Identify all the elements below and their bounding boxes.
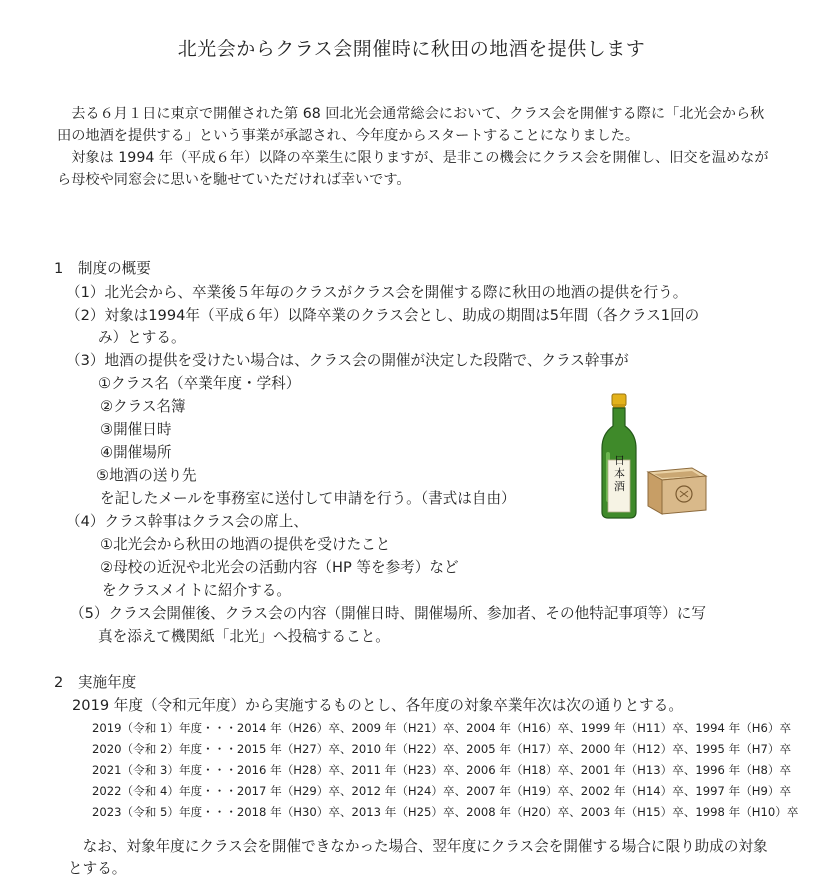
intro-paragraph-1: 去る６月１日に東京で開催された第 68 回北光会通常総会において、クラス会を開催する際に「北光会から秋田の地酒を提供する」という事業が承認され、今年度からスタートすることになりました。	[57, 106, 765, 144]
closing-paragraph: なお、対象年度にクラス会を開催できなかった場合、翌年度にクラス会を開催する場合に限り助成の対象とする。	[68, 838, 768, 877]
section1-item-2-line1: （2）対象は1994年（平成６年）以降卒業のクラス会とし、助成の期間は5年間（各クラス1回の	[66, 307, 700, 324]
section1-item-4-tail: をクラスメイトに紹介する。	[102, 582, 291, 599]
section1-item-4-sub-2: ②母校の近況や北光会の活動内容（HP 等を参考）など	[100, 559, 459, 576]
section1-item-5-line2: 真を添えて機関紙「北光」へ投稿すること。	[98, 628, 390, 645]
section1-item-5-line1: （5）クラス会開催後、クラス会の内容（開催日時、開催場所、参加者、その他特記事項等）に写	[70, 605, 706, 622]
schedule-row: 2021（令和 3）年度・・・2016 年（H28）卒、2011 年（H23）卒、2006 年（H18）卒、2001 年（H13）卒、1996 年（H8）卒	[92, 763, 792, 777]
section1-item-3-sub-5: ⑤地酒の送り先	[96, 467, 197, 484]
section1-item-3-sub-4: ④開催場所	[100, 444, 172, 461]
section1-item-3-tail: を記したメールを事務室に送付して申請を行う。（書式は自由）	[100, 490, 516, 507]
schedule-row: 2019（令和 1）年度・・・2014 年（H26）卒、2009 年（H21）卒、2004 年（H16）卒、1999 年（H11）卒、1994 年（H6）卒	[92, 721, 792, 735]
section1-item-2-line2: み）とする。	[98, 329, 186, 346]
schedule-row: 2022（令和 4）年度・・・2017 年（H29）卒、2012 年（H24）卒、2007 年（H19）卒、2002 年（H14）卒、1997 年（H9）卒	[92, 784, 792, 798]
intro-paragraph-2: 対象は 1994 年（平成６年）以降の卒業生に限りますが、是非この機会にクラス会を開催し、旧交を温めながら母校や同窓会に思いを馳せていただければ幸いです。	[57, 150, 769, 188]
section1-item-4: （4）クラス幹事はクラス会の席上、	[66, 513, 308, 530]
section1-heading: 1 制度の概要	[54, 260, 151, 277]
section1-item-3-sub-2: ②クラス名簿	[100, 398, 186, 415]
section2-heading: 2 実施年度	[54, 674, 137, 691]
closing-note	[68, 836, 768, 880]
schedule-row: 2020（令和 2）年度・・・2015 年（H27）卒、2010 年（H22）卒、2005 年（H17）卒、2000 年（H12）卒、1995 年（H7）卒	[92, 742, 792, 756]
section1-item-3: （3）地酒の提供を受けたい場合は、クラス会の開催が決定した段階で、クラス幹事が	[66, 352, 629, 369]
sake-bottle-and-masu-icon	[596, 390, 726, 522]
section2-lead: 2019 年度（令和元年度）から実施するものとし、各年度の対象卒業年次は次の通りとする。	[72, 697, 683, 714]
section1-item-3-sub-3: ③開催日時	[100, 421, 172, 438]
intro	[57, 103, 777, 191]
schedule-row: 2023（令和 5）年度・・・2018 年（H30）卒、2013 年（H25）卒、2008 年（H20）卒、2003 年（H15）卒、1998 年（H10）卒	[92, 805, 799, 819]
page-title: 北光会からクラス会開催時に秋田の地酒を提供します	[177, 38, 646, 60]
section1-item-1: （1）北光会から、卒業後５年毎のクラスがクラス会を開催する際に秋田の地酒の提供を行う。	[66, 284, 688, 301]
section1-item-4-sub-1: ①北光会から秋田の地酒の提供を受けたこと	[100, 536, 391, 553]
section1-item-3-sub-1: ①クラス名（卒業年度・学科）	[98, 375, 301, 392]
bottle-label-text: 日本酒	[612, 454, 626, 494]
